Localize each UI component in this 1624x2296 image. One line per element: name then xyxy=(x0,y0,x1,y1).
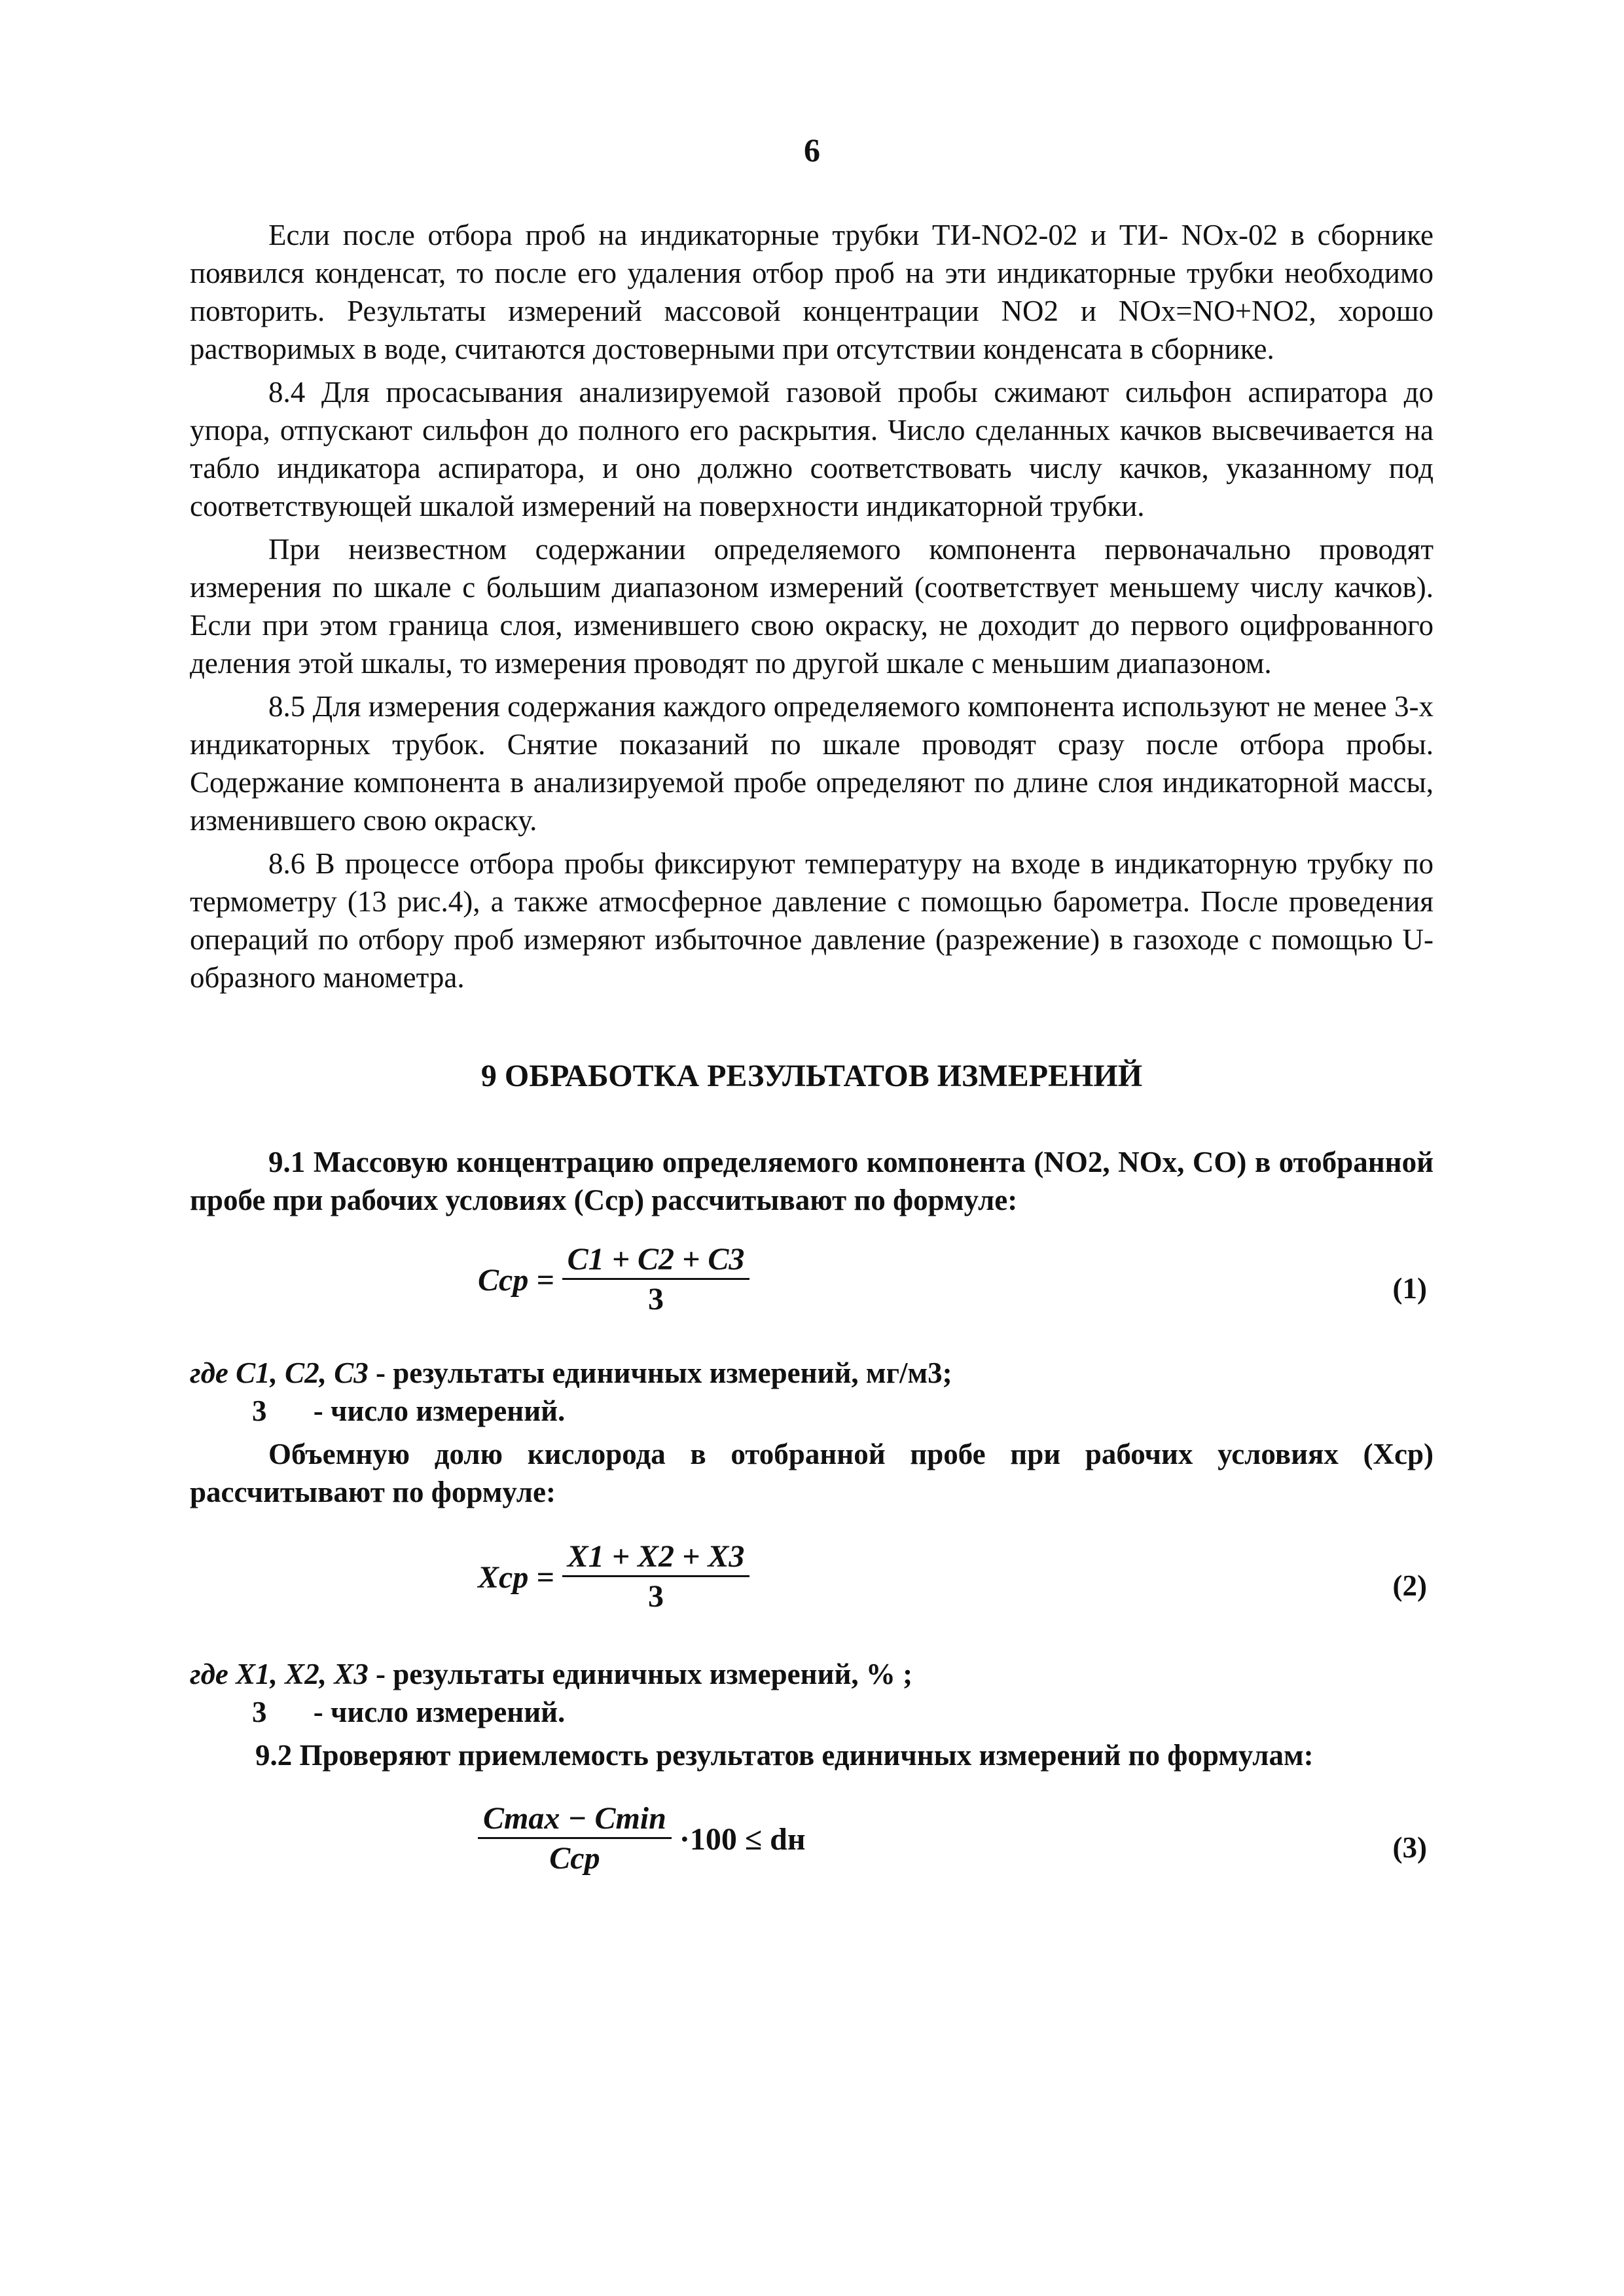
paragraph-8-4: 8.4 Для просасывания анализируемой газовой пробы сжимают сильфон аспиратора до упора, отпускают сильфон до полного его раскрытия. Число сделанных качков высвечивается на табло индикатора аспиратора, и оно должно соответствовать числу качков, указанному под соответствующей шкалой измерений на поверхности индикаторной трубки. xyxy=(190,376,1434,522)
formula-3-number: (3) xyxy=(1392,1831,1427,1864)
formula-2 xyxy=(478,1539,749,1616)
formula-3-rhs: ·100 ≤ dн xyxy=(679,1822,806,1857)
formula-2-lhs: Xср = xyxy=(478,1560,554,1595)
formula-1-denominator: 3 xyxy=(648,1282,664,1317)
count-2 xyxy=(190,1693,1434,1731)
count-1-num: 3 xyxy=(252,1394,267,1427)
formula-1-fraction xyxy=(562,1241,750,1319)
where-1 xyxy=(190,1354,1434,1392)
formula-1-lhs: Cср = xyxy=(478,1263,554,1298)
formula-1-number: (1) xyxy=(1392,1272,1427,1305)
formula-2-numerator: X1 + X2 + X3 xyxy=(562,1539,750,1577)
formula-2-fraction xyxy=(562,1539,750,1616)
formula-3-denominator: Cср xyxy=(549,1841,600,1876)
paragraph-oxygen: Объемную долю кислорода в отобранной пробе при рабочих условиях (Xср) рассчитывают по формуле: xyxy=(190,1438,1434,1508)
paragraph-8-5: 8.5 Для измерения содержания каждого определяемого компонента используют не менее 3-х индикаторных трубок. Снятие показаний по шкале проводят сразу после отбора пробы. Содержание компонента в анализируемой пробе определяют по длине слоя индикаторной массы, изменившего свою окраску. xyxy=(190,690,1434,837)
formula-1-numerator: C1 + C2 + C3 xyxy=(562,1241,750,1280)
formula-2-number: (2) xyxy=(1392,1569,1427,1602)
where-2-desc: - результаты единичных измерений, % ; xyxy=(375,1658,913,1690)
count-2-num: 3 xyxy=(252,1696,267,1728)
page-number: 6 xyxy=(804,132,820,168)
formula-3 xyxy=(478,1800,806,1878)
count-2-desc: - число измерений. xyxy=(313,1696,566,1728)
paragraph-unknown-content: При неизвестном содержании определяемого компонента первоначально проводят измерения по шкале с большим диапазоном измерений (соответствует меньшему числу качков). Если при этом граница слоя, изменившего свою окраску, не доходит до первого оцифрованного деления этой шкалы, то измерения проводят по другой шкале с меньшим диапазоном. xyxy=(190,533,1434,680)
count-1-desc: - число измерений. xyxy=(313,1394,566,1427)
formula-3-numerator: Cmax − Cmin xyxy=(478,1800,672,1839)
formula-1 xyxy=(478,1241,749,1319)
paragraph-9-1: 9.1 Массовую концентрацию определяемого компонента (NO2, NOx, CO) в отобранной пробе при рабочих условиях (Cср) рассчитывают по формуле: xyxy=(190,1146,1434,1216)
formula-3-row xyxy=(190,1800,1434,1905)
paragraph-8-6: 8.6 В процессе отбора пробы фиксируют температуру на входе в индикаторную трубку по термометру (13 рис.4), а также атмосферное давление с помощью барометра. После проведения операций по отбору проб измеряют избыточное давление (разрежение) в газоходе с помощью U-образного манометра. xyxy=(190,847,1434,994)
page-body xyxy=(190,216,1434,1905)
formula-2-denominator: 3 xyxy=(648,1579,664,1614)
formula-2-row xyxy=(190,1539,1434,1643)
where-2-vars: где X1, X2, X3 xyxy=(190,1658,369,1690)
count-1 xyxy=(190,1392,1434,1430)
paragraph-condensate: Если после отбора проб на индикаторные трубки ТИ-NO2-02 и ТИ- NOx-02 в сборнике появился конденсат, то после его удаления отбор проб на эти индикаторные трубки необходимо повторить. Результаты измерений массовой концентрации NO2 и NOx=NO+NO2, хорошо растворимых в воде, считаются достоверными при отсутствии конденсата в сборнике. xyxy=(190,219,1434,365)
where-1-desc: - результаты единичных измерений, мг/м3; xyxy=(375,1357,952,1389)
paragraph-9-2: 9.2 Проверяют приемлемость результатов единичных измерений по формулам: xyxy=(255,1739,1314,1772)
formula-3-fraction xyxy=(478,1800,672,1878)
section-heading: 9 ОБРАБОТКА РЕЗУЛЬТАТОВ ИЗМЕРЕНИЙ xyxy=(480,1059,1143,1093)
where-2 xyxy=(190,1655,1434,1693)
formula-1-row xyxy=(190,1241,1434,1346)
where-1-vars: где C1, C2, C3 xyxy=(190,1357,369,1389)
